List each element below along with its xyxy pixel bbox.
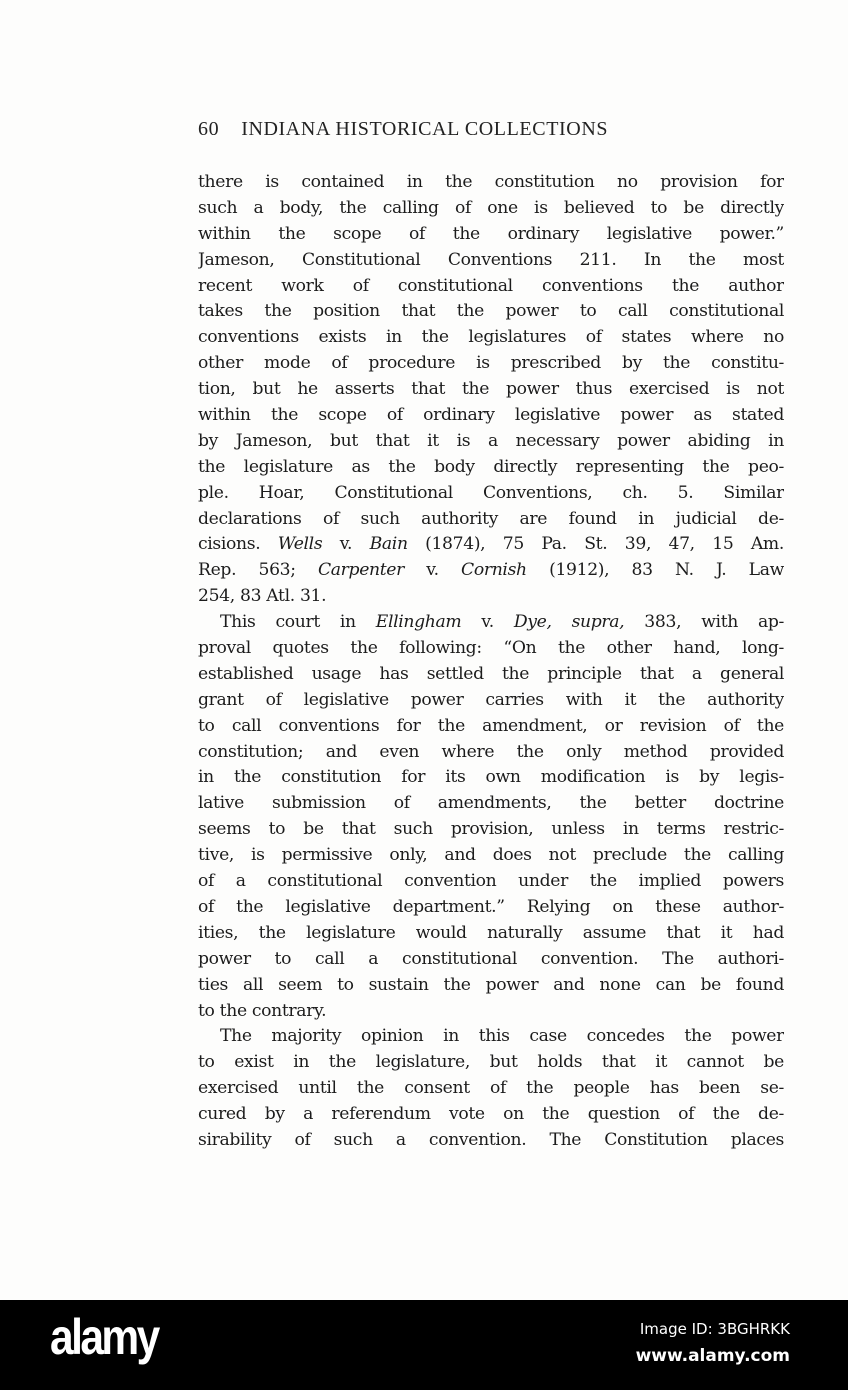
image-id: Image ID: 3BGHRKK	[639, 1320, 790, 1338]
text-line: to the contrary.	[198, 1000, 327, 1021]
text-line: lative submission of amendments, the better doctrine	[198, 793, 784, 814]
text-segment: (1912), 83 N. J. Law	[526, 560, 784, 581]
text-line: ities, the legislature would naturally assume that it had	[198, 922, 784, 943]
text-line: sirability of such a convention. The Constitution places	[198, 1129, 784, 1150]
text-line: tion, but he asserts that the power thus exercised is not	[198, 379, 784, 400]
body-text	[198, 170, 784, 1154]
text-line	[198, 532, 784, 558]
text-line: ple. Hoar, Constitutional Conventions, ch. 5. Similar	[198, 482, 784, 503]
text-line: grant of legislative power carries with it the authority	[198, 689, 784, 710]
text-segment: This court in	[220, 612, 376, 633]
text-line: to call conventions for the amendment, or revision of the	[198, 715, 784, 736]
italic-case-name: Ellingham	[375, 612, 462, 633]
text-segment: v.	[404, 560, 462, 581]
text-line: by Jameson, but that it is a necessary power abiding in	[198, 430, 784, 451]
text-segment: (1874), 75 Pa. St. 39, 47, 15 Am.	[407, 534, 784, 555]
text-line: 254, 83 Atl. 31.	[198, 586, 327, 607]
text-line: takes the position that the power to call constitutional	[198, 301, 784, 322]
text-line: within the scope of ordinary legislative power as stated	[198, 405, 784, 426]
text-line: declarations of such authority are found in judicial de-	[198, 508, 784, 529]
text-line	[198, 610, 784, 636]
text-line: recent work of constitutional conventions the author	[198, 275, 784, 296]
italic-case-name: Cornish	[461, 560, 527, 581]
text-segment: v.	[322, 534, 370, 555]
text-line: within the scope of the ordinary legislative power.”	[198, 223, 784, 244]
italic-case-name: Dye, supra,	[513, 612, 625, 633]
text-line: power to call a constitutional convention. The authori-	[198, 948, 784, 969]
text-line: the legislature as the body directly representing the peo-	[198, 456, 784, 477]
text-line: of the legislative department.” Relying on these author-	[198, 896, 784, 917]
running-title: INDIANA HISTORICAL COLLECTIONS	[241, 118, 609, 140]
alamy-logo: alamy	[50, 1309, 158, 1365]
text-line: constitution; and even where the only method provided	[198, 741, 784, 762]
text-line: of a constitutional convention under the implied powers	[198, 871, 784, 892]
watermark-banner	[0, 1300, 848, 1390]
page-number: 60	[198, 118, 220, 140]
text-segment: Rep. 563;	[198, 560, 318, 581]
text-segment: 383, with ap-	[624, 612, 784, 633]
text-segment: cisions.	[198, 534, 278, 555]
text-line: proval quotes the following: “On the other hand, long-	[198, 638, 784, 659]
text-line: such a body, the calling of one is believed to be directly	[198, 197, 784, 218]
site-url: www.alamy.com	[635, 1346, 790, 1366]
text-line: established usage has settled the principle that a general	[198, 663, 784, 684]
text-line: there is contained in the constitution no provision for	[198, 172, 784, 192]
italic-case-name: Bain	[369, 534, 408, 555]
text-line: in the constitution for its own modification is by legis-	[198, 767, 784, 788]
text-line: seems to be that such provision, unless in terms restric-	[198, 819, 784, 840]
text-line: conventions exists in the legislatures of states where no	[198, 327, 784, 348]
text-line: cured by a referendum vote on the question of the de-	[198, 1104, 784, 1125]
text-segment: v.	[461, 612, 514, 633]
text-line: Jameson, Constitutional Conventions 211. In the most	[198, 249, 784, 270]
text-line: exercised until the consent of the people has been se-	[198, 1078, 784, 1099]
text-line: other mode of procedure is prescribed by the constitu-	[198, 353, 784, 374]
text-line: to exist in the legislature, but holds that it cannot be	[198, 1052, 784, 1073]
text-line: The majority opinion in this case concedes the power	[220, 1026, 784, 1047]
italic-case-name: Carpenter	[317, 560, 404, 581]
text-line: ties all seem to sustain the power and none can be found	[198, 974, 784, 995]
text-line: tive, is permissive only, and does not preclude the calling	[198, 845, 784, 866]
running-header	[198, 118, 608, 141]
italic-case-name: Wells	[277, 534, 323, 555]
text-line	[198, 558, 784, 584]
